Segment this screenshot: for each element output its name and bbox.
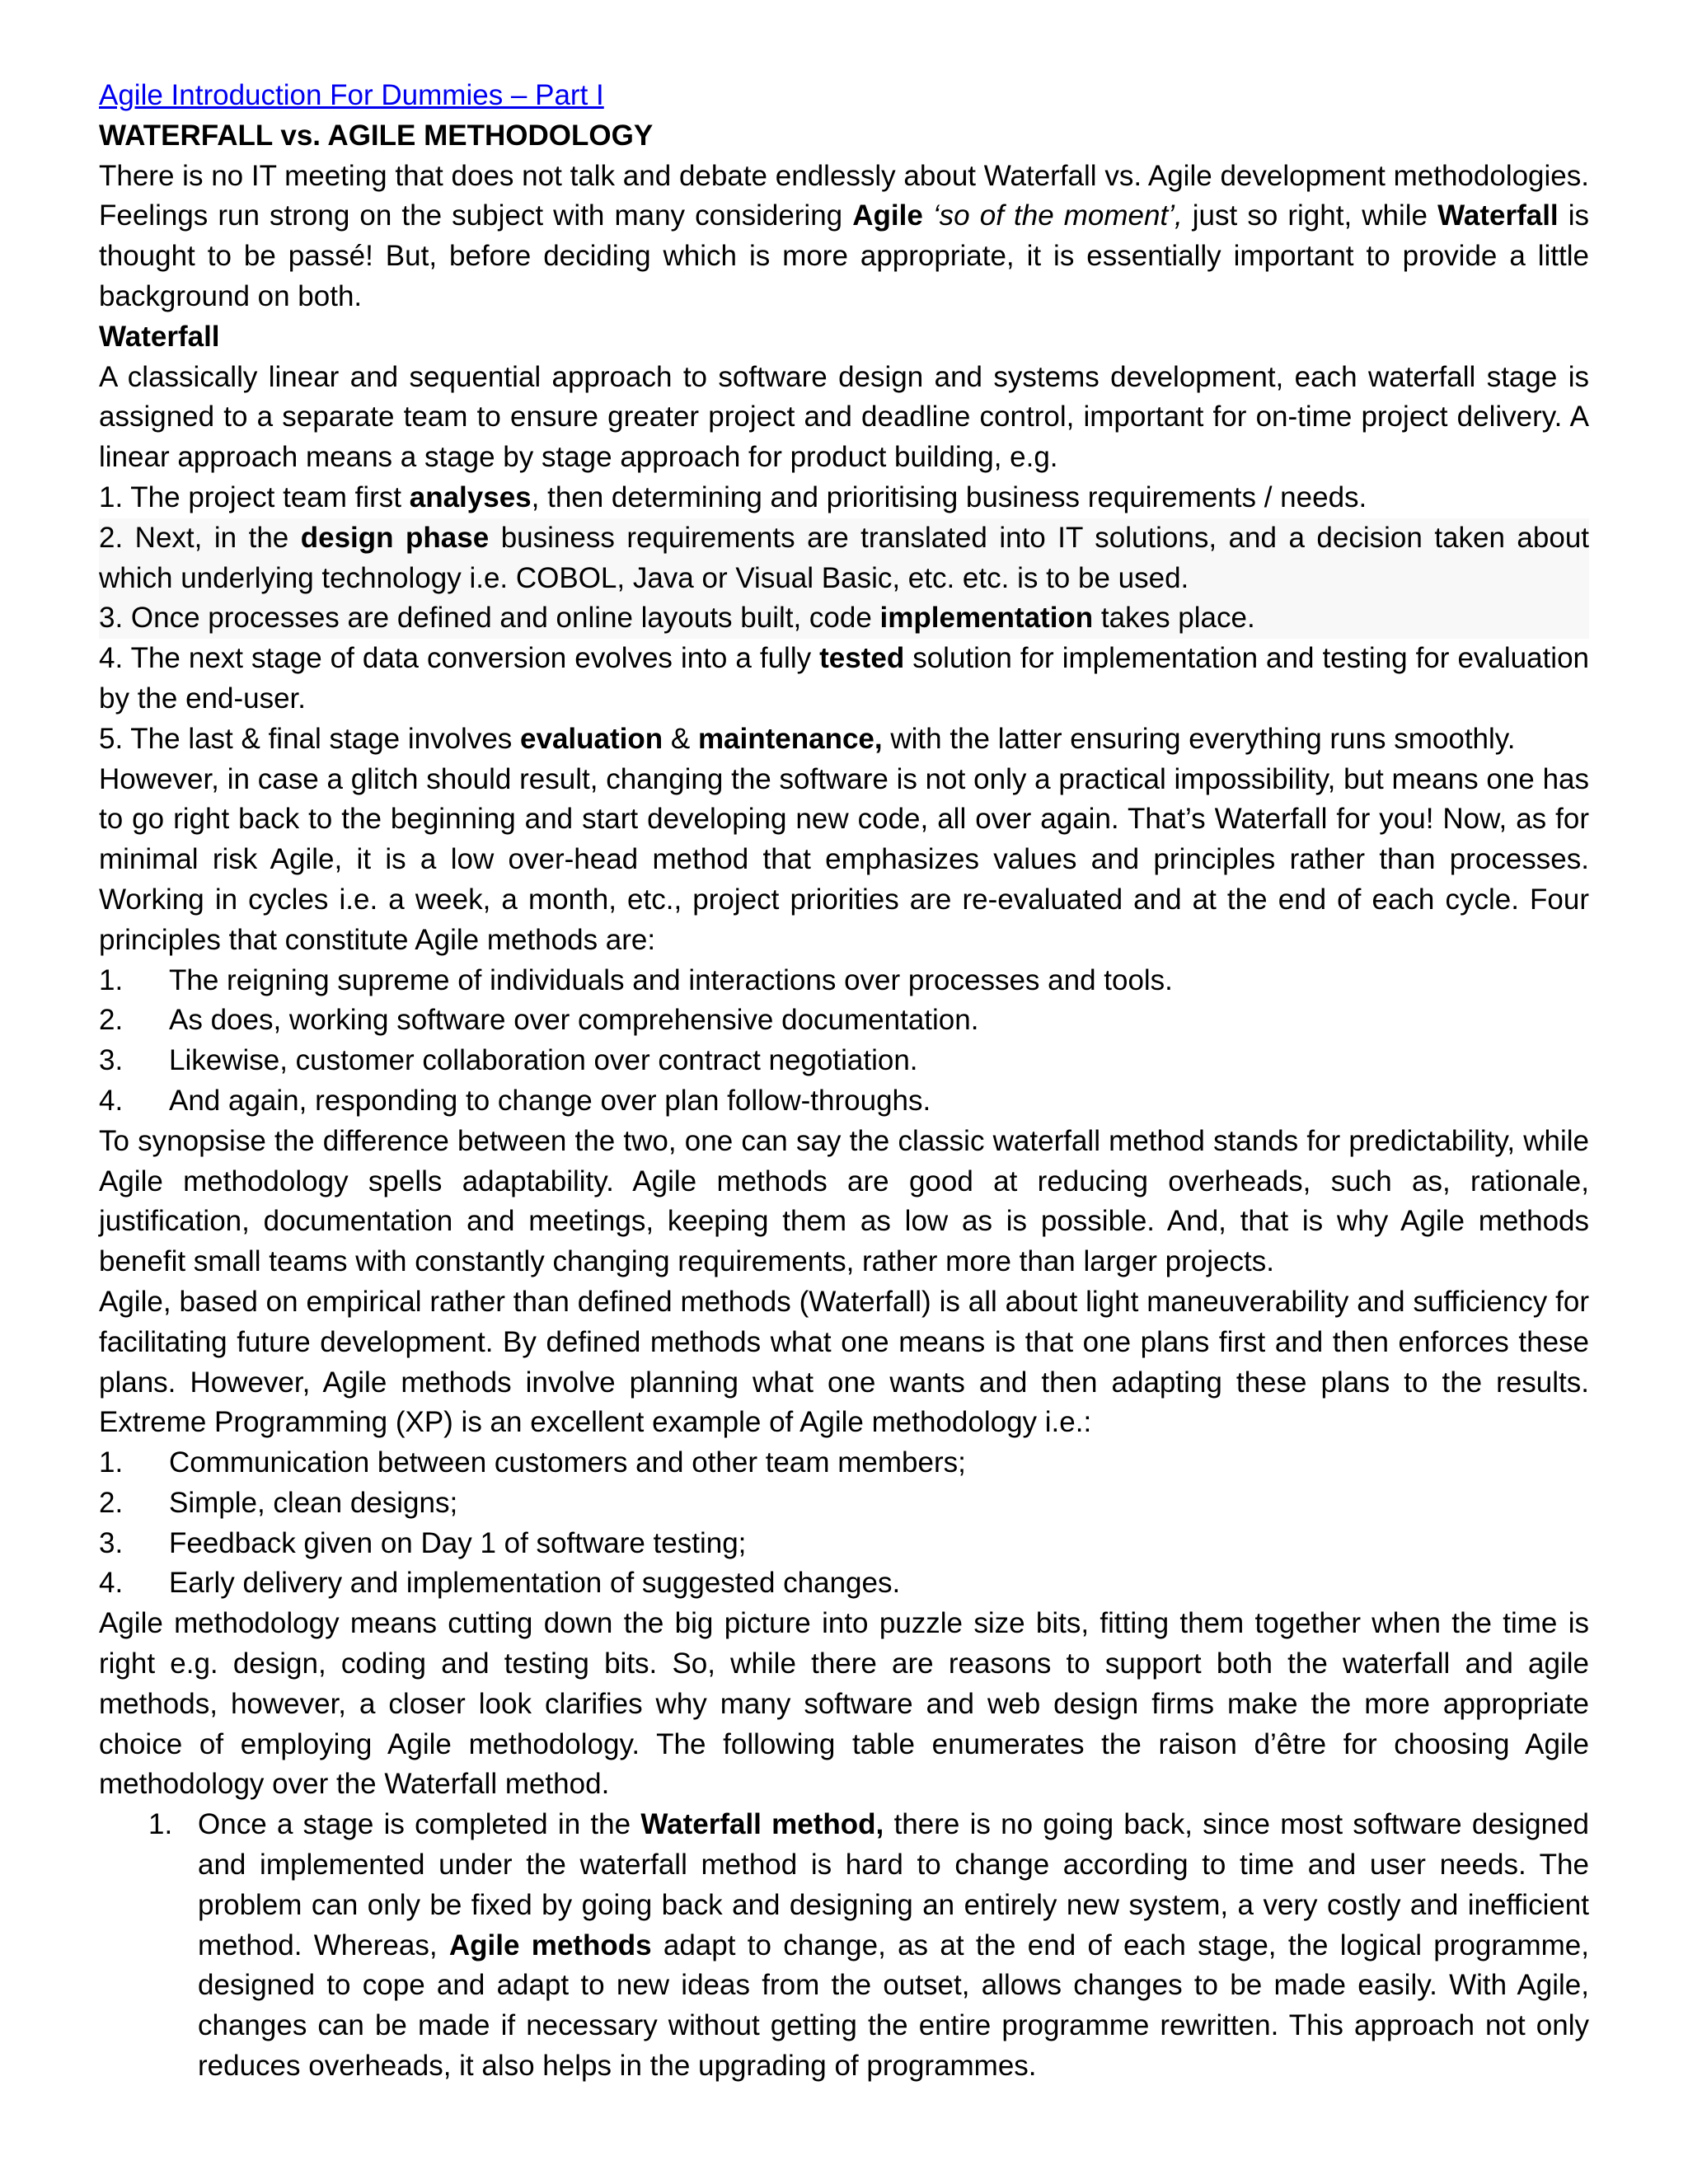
list-item: 1. Communication between customers and other team members;: [99, 1446, 966, 1479]
title-link[interactable]: Agile Introduction For Dummies – Part I: [99, 79, 604, 111]
waterfall-paragraph: A classically linear and sequential approach to software design and systems development, each waterfall stage is assigned to a separate team to ensure greater project and deadline control, important for on-time project delivery. A linear approach means a stage by stage approach for product building, e.g.: [99, 360, 1589, 474]
main-heading: WATERFALL vs. AGILE METHODOLOGY: [99, 119, 654, 152]
list-item: 3. Feedback given on Day 1 of software testing;: [99, 1526, 747, 1559]
list-item: 1. The reigning supreme of individuals and interactions over processes and tools.: [99, 963, 1173, 996]
list-item: 2. Simple, clean designs;: [99, 1486, 458, 1519]
intro-paragraph: There is no IT meeting that does not talk and debate endlessly about Waterfall vs. Agile development methodologies. Feelings run strong on the subject with many considering Agile ‘so of the moment’, just so right, while Waterfall is thought to be passé! But, before deciding which is more appropriate, it is essentially important to provide a little background on both.: [99, 159, 1590, 312]
reason-item-1: 1. Once a stage is completed in the Waterfall method, there is no going back, since most software designed and implemented under the waterfall method is hard to change according to time and user needs. The problem can only be fixed by going back and designing an entirely new system, a very costly and inefficient method. Whereas, Agile methods adapt to change, as at the end of each stage, the logical programme, designed to cope and adapt to new ideas from the outset, allows changes to be made easily. With Agile, changes can be made if necessary without getting the entire programme rewritten. This approach not only reduces overheads, it also helps in the upgrading of programmes.: [148, 1808, 1589, 2083]
stage-5: 5. The last & final stage involves evaluation & maintenance, with the latter ensuring everything runs smoothly.: [99, 722, 1516, 755]
synopsis-paragraph: To synopsise the difference between the two, one can say the classic waterfall method stands for predictability, while Agile methodology spells adaptability. Agile methods are good at reducing overheads, such as, rationale, justification, documentation and meetings, keeping them as low as is possible. And, that is why Agile methods benefit small teams with constantly changing requirements, rather more than larger projects.: [99, 1124, 1589, 1278]
stage-3: 3. Once processes are defined and online layouts built, code implementation takes place.: [99, 598, 1589, 639]
xp-list: [99, 1443, 1589, 1604]
list-item: 4. Early delivery and implementation of suggested changes.: [99, 1567, 901, 1600]
stage-1: 1. The project team first analyses, then determining and prioritising business requirements / needs.: [99, 480, 1367, 513]
principles-list: [99, 961, 1589, 1122]
empirical-paragraph: Agile, based on empirical rather than defined methods (Waterfall) is all about light maneuverability and sufficiency for facilitating future development. By defined methods what one means is that one plans first and then enforces these plans. However, Agile methods involve planning what one wants and then adapting these plans to the results. Extreme Programming (XP) is an excellent example of Agile methodology i.e.:: [99, 1285, 1589, 1439]
puzzle-paragraph: Agile methodology means cutting down the big picture into puzzle size bits, fitting them together when the time is right e.g. design, coding and testing bits. So, while there are reasons to support both the waterfall and agile methods, however, a closer look clarifies why many software and web design firms make the more appropriate choice of employing Agile methodology. The following table enumerates the raison d’être for choosing Agile methodology over the Waterfall method.: [99, 1607, 1589, 1801]
stage-4: 4. The next stage of data conversion evolves into a fully tested solution for implementation and testing for evaluation by the end-user.: [99, 642, 1590, 715]
however-paragraph: However, in case a glitch should result, changing the software is not only a practical impossibility, but means one has to go right back to the beginning and start developing new code, all over again. That’s Waterfall for you! Now, as for minimal risk Agile, it is a low over-head method that emphasizes values and principles rather than processes. Working in cycles i.e. a week, a month, etc., project priorities are re-evaluated and at the end of each cycle. Four principles that constitute Agile methods are:: [99, 762, 1589, 956]
list-item: 4. And again, responding to change over plan follow-throughs.: [99, 1084, 931, 1117]
waterfall-heading: Waterfall: [99, 320, 220, 353]
list-item: 2. As does, working software over comprehensive documentation.: [99, 1004, 979, 1037]
stage-2: 2. Next, in the design phase business requirements are translated into IT solutions, and a decision taken about which underlying technology i.e. COBOL, Java or Visual Basic, etc. etc. is to be used.: [99, 518, 1589, 599]
list-item: 3. Likewise, customer collaboration over contract negotiation.: [99, 1044, 918, 1077]
